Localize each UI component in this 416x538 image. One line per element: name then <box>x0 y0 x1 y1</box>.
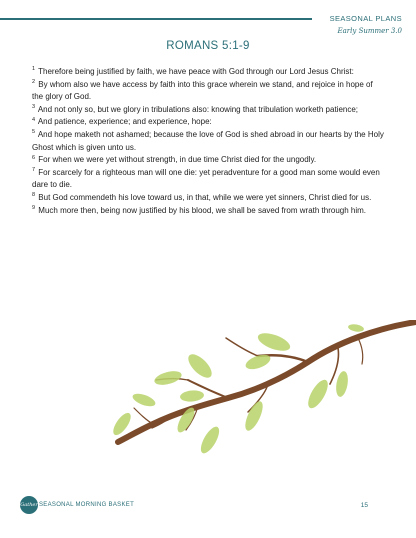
verse-number: 7 <box>32 167 36 174</box>
verse-5 <box>32 129 384 154</box>
verse-text: And hope maketh not ashamed; because the love of God is shed abroad in our hearts by the Holy Ghost which is given unto us. <box>32 129 384 152</box>
header-section-label: SEASONAL PLANS <box>329 14 402 23</box>
verse-text: And patience, experience; and experience, hope: <box>37 117 212 127</box>
verse-4 <box>32 116 384 129</box>
verse-text: For when we were yet without strength, in due time Christ died for the ungodly. <box>38 155 317 165</box>
verse-number: 6 <box>32 154 36 161</box>
verse-number: 5 <box>32 129 36 136</box>
verse-number: 2 <box>32 78 36 85</box>
header-season-label: Early Summer 3.0 <box>337 27 402 35</box>
verse-8 <box>32 192 384 205</box>
verse-7 <box>32 167 384 192</box>
verse-number: 9 <box>32 204 36 211</box>
watercolor-branch-icon <box>108 320 416 470</box>
verse-list <box>32 66 384 217</box>
verse-number: 4 <box>32 116 36 123</box>
footer-label: SEASONAL MORNING BASKET <box>39 502 135 508</box>
verse-text: Much more then, being now justified by his blood, we shall be saved from wrath through him. <box>38 205 367 215</box>
verse-1 <box>32 66 384 79</box>
page-number: 15 <box>360 502 368 509</box>
verse-text: But God commendeth his love toward us, in that, while we were yet sinners, Christ died for us. <box>38 192 372 202</box>
verse-9 <box>32 205 384 218</box>
verse-text: By whom also we have access by faith into this grace wherein we stand, and rejoice in hope of the glory of God. <box>32 79 373 102</box>
verse-text: Therefore being justified by faith, we have peace with God through our Lord Jesus Christ: <box>38 67 354 76</box>
verse-text: For scarcely for a righteous man will one die: yet peradventure for a good man some would even dare to die. <box>32 167 380 190</box>
page-title: ROMANS 5:1-9 <box>166 40 250 52</box>
header-rule <box>0 18 312 20</box>
verse-2 <box>32 79 384 104</box>
verse-number: 8 <box>32 192 36 199</box>
verse-number: 3 <box>32 104 36 111</box>
verse-text: And not only so, but we glory in tribulations also: knowing that tribulation worketh patience; <box>37 104 359 114</box>
brand-logo-icon: Gather <box>20 496 38 514</box>
verse-6 <box>32 154 384 167</box>
verse-3 <box>32 104 384 117</box>
verse-number: 1 <box>32 66 36 73</box>
